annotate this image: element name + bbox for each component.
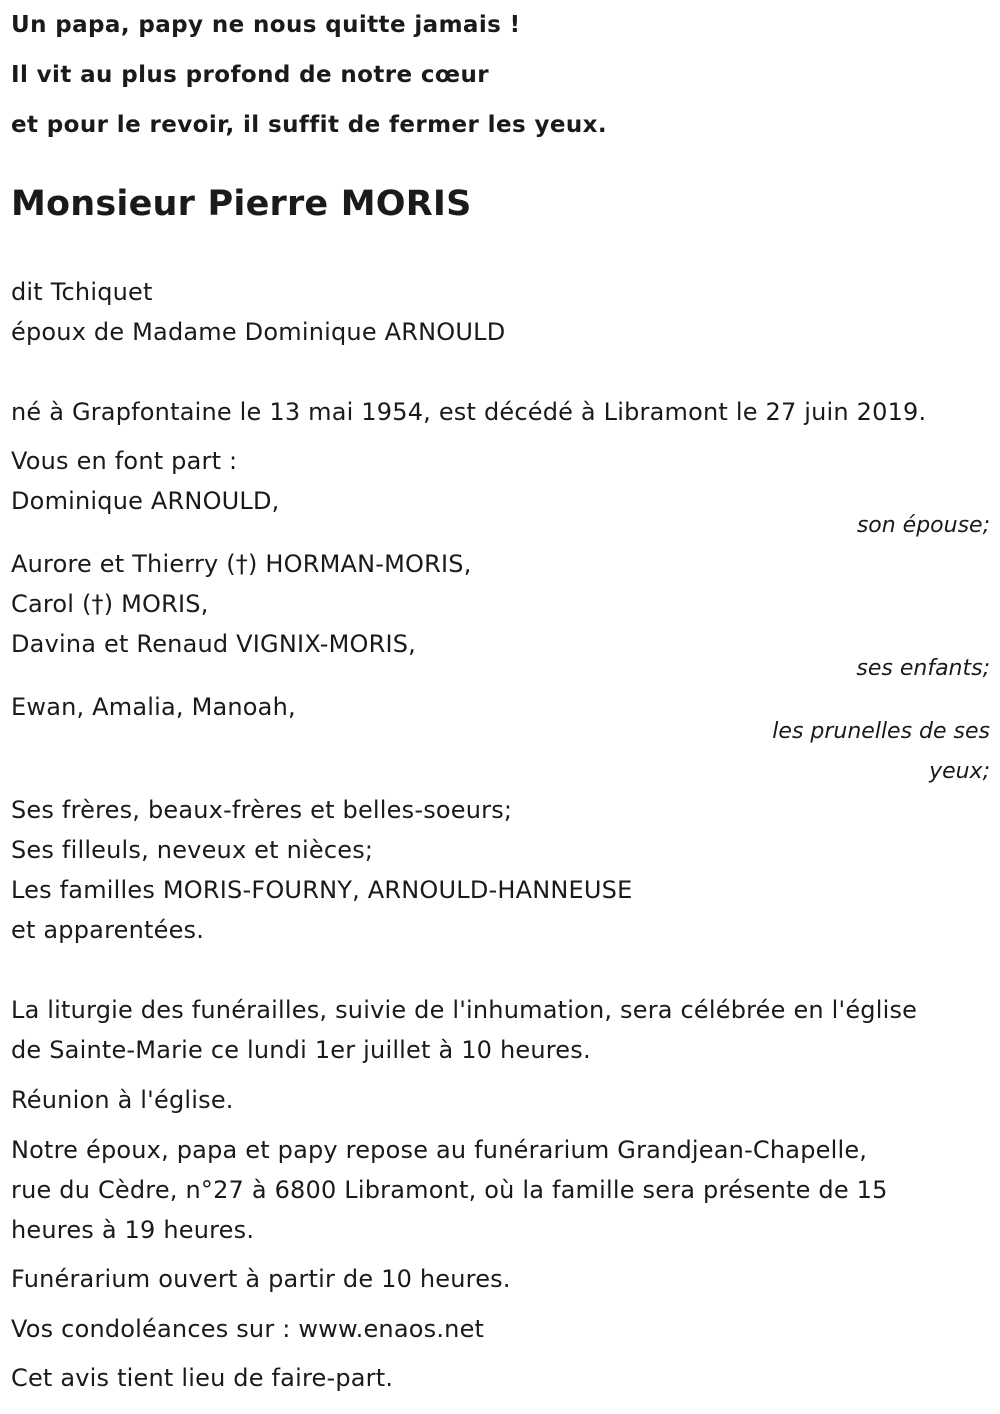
opening-hours: Funérarium ouvert à partir de 10 heures. [11,1265,511,1293]
spouse-name: Dominique ARNOULD, [11,487,280,515]
liturgy-line-1: La liturgie des funérailles, suivie de l'inhumation, sera célébrée en l'église [11,996,918,1024]
family-intro: Vous en font part : [11,447,238,475]
grandchildren-line: Ewan, Amalia, Manoah, [11,693,296,721]
condolences-line: Vos condoléances sur : www.enaos.net [11,1315,485,1343]
quote-line-2: Il vit au plus profond de notre cœur [11,62,490,88]
child-line: Aurore et Thierry (†) HORMAN-MORIS, [11,550,472,578]
child-line: Carol (†) MORIS, [11,590,209,618]
quote-line-1: Un papa, papy ne nous quitte jamais ! [11,12,521,38]
grandchildren-relation-2: yeux; [929,759,990,784]
meeting-line: Réunion à l'église. [11,1086,234,1114]
grandchildren-relation-1: les prunelles de ses [772,719,990,744]
spouse-line: époux de Madame Dominique ARNOULD [11,318,506,346]
rest-line-2: rue du Cèdre, n°27 à 6800 Libramont, où la famille sera présente de 15 [11,1176,888,1204]
birth-death-line: né à Grapfontaine le 13 mai 1954, est décédé à Libramont le 27 juin 2019. [11,398,927,426]
children-relation: ses enfants; [856,656,990,681]
rest-line-1: Notre époux, papa et papy repose au funérarium Grandjean-Chapelle, [11,1136,868,1164]
deceased-name: Monsieur Pierre MORIS [11,184,472,224]
relatives-line: Les familles MORIS-FOURNY, ARNOULD-HANNEUSE [11,876,633,904]
rest-line-3: heures à 19 heures. [11,1216,255,1244]
relatives-line: Ses filleuls, neveux et nièces; [11,836,374,864]
relatives-line: et apparentées. [11,916,205,944]
spouse-relation: son épouse; [856,513,990,538]
liturgy-line-2: de Sainte-Marie ce lundi 1er juillet à 10 heures. [11,1036,591,1064]
nickname: dit Tchiquet [11,278,153,306]
child-line: Davina et Renaud VIGNIX-MORIS, [11,630,417,658]
quote-line-3: et pour le revoir, il suffit de fermer les yeux. [11,112,607,138]
relatives-line: Ses frères, beaux-frères et belles-soeurs; [11,796,513,824]
notice-line: Cet avis tient lieu de faire-part. [11,1364,394,1392]
